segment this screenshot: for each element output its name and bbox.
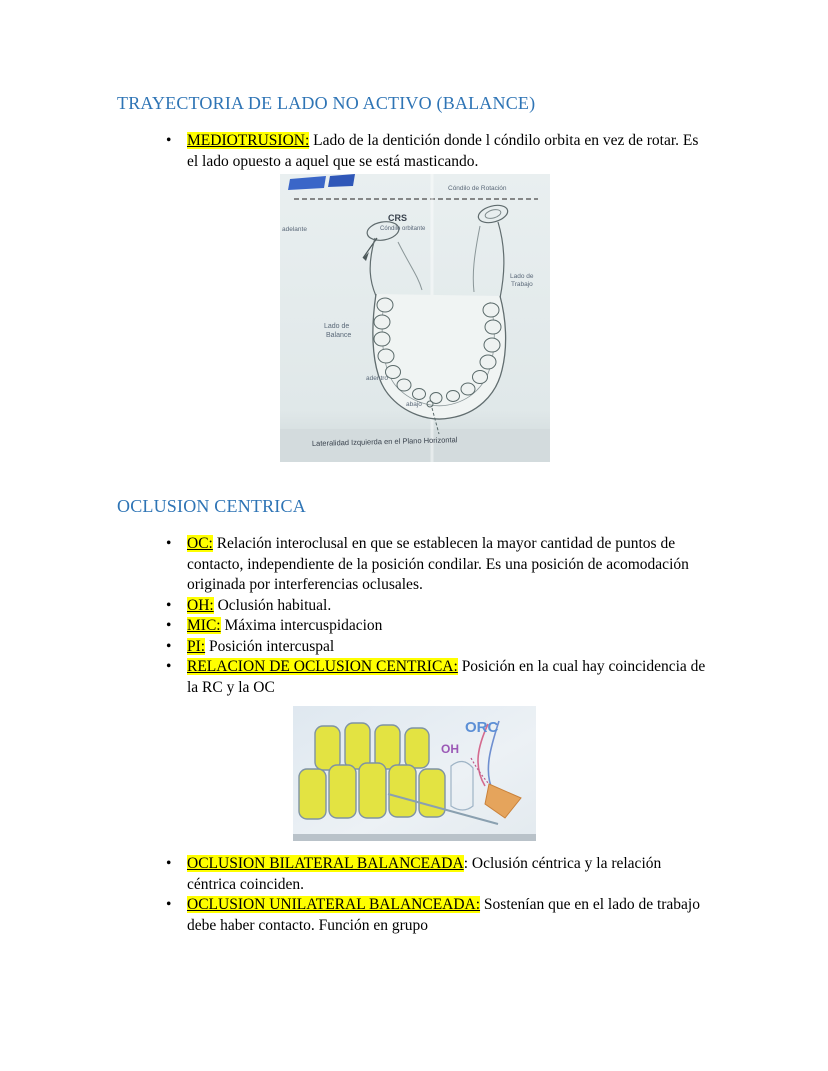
- highlighted-term: MEDIOTRUSION:: [187, 132, 310, 149]
- highlighted-term: OCLUSION BILATERAL BALANCEADA: [187, 855, 464, 872]
- highlighted-term: OH:: [187, 596, 214, 614]
- label-crs: CRS: [387, 213, 407, 223]
- bullet-text: : Oclusión céntrica y la relación céntrica coinciden.: [187, 855, 662, 893]
- bullet-text: Máxima intercuspidacion: [220, 617, 383, 634]
- bullet-text: Oclusión habitual.: [213, 596, 332, 614]
- bullet-list-oclusion-centrica: [117, 534, 712, 698]
- bullet-oc: [117, 534, 712, 596]
- label-lado-trabajo-2: Trabajo: [510, 281, 533, 288]
- label-oh: OH: [441, 742, 459, 756]
- highlighted-term: OCLUSION UNILATERAL BALANCEADA:: [187, 896, 481, 913]
- label-lado-balance-1: Lado de: [323, 323, 349, 330]
- bullet-oh: [117, 596, 712, 617]
- bullet-oclusion-bilateral: [117, 854, 712, 895]
- bullet-list-mediotrusion: [117, 131, 712, 172]
- label-lado-balance-2: Balance: [325, 332, 351, 339]
- highlighted-term: RELACION DE OCLUSION CENTRICA:: [187, 658, 458, 675]
- bullet-text: Posición intercuspal: [205, 637, 335, 655]
- label-condilo-rotacion: Cóndilo de Rotación: [447, 185, 507, 192]
- label-abajo: abajo: [405, 401, 422, 408]
- bullet-mic: [117, 616, 712, 637]
- figure-mandible-lateral-diagram: [280, 174, 550, 462]
- bullet-relacion-oc: [117, 657, 712, 698]
- bullet-list-balanceada: [117, 854, 712, 936]
- bullet-oclusion-unilateral: [117, 895, 712, 936]
- highlighted-term: MIC:: [187, 617, 221, 634]
- bullet-text: Posición en la cual hay coincidencia de la RC y la OC: [187, 658, 706, 696]
- figure-caption: Lateralidad Izquierda en el Plano Horizontal: [311, 435, 458, 448]
- slide-bottom-shadow: [293, 834, 536, 841]
- bullet-text: Sostenían que en el lado de trabajo debe haber contacto. Función en grupo: [187, 896, 700, 934]
- highlighted-term: OC:: [187, 535, 213, 552]
- bullet-pi: [117, 637, 712, 658]
- section-heading-oclusion-centrica: OCLUSION CENTRICA: [117, 496, 306, 516]
- label-orc: ORC: [465, 719, 499, 736]
- lower-teeth-highlighted: [299, 763, 445, 819]
- blue-marker-icon: [328, 174, 355, 187]
- highlighted-term: PI:: [187, 637, 206, 655]
- bullet-text: Lado de la dentición donde l cóndilo orbita en vez de rotar. Es el lado opuesto a aquel que se está masticando.: [187, 132, 699, 170]
- bullet-text: Relación interoclusal en que se establecen la mayor cantidad de puntos de contacto, independiente de la posición condilar. Es una posición de acomodación originada por interferencias oclusales.: [187, 535, 689, 593]
- section-heading-trayectoria: TRAYECTORIA DE LADO NO ACTIVO (BALANCE): [117, 93, 536, 113]
- bullet-mediotrusion: [117, 131, 712, 172]
- label-adelante: adelante: [281, 226, 307, 233]
- label-crs-sub: Cóndilo orbitante: [379, 226, 425, 232]
- figure-occlusion-teeth-diagram: [293, 706, 536, 841]
- label-adentro: adentro: [365, 375, 388, 382]
- label-lado-trabajo-1: Lado de: [509, 273, 533, 280]
